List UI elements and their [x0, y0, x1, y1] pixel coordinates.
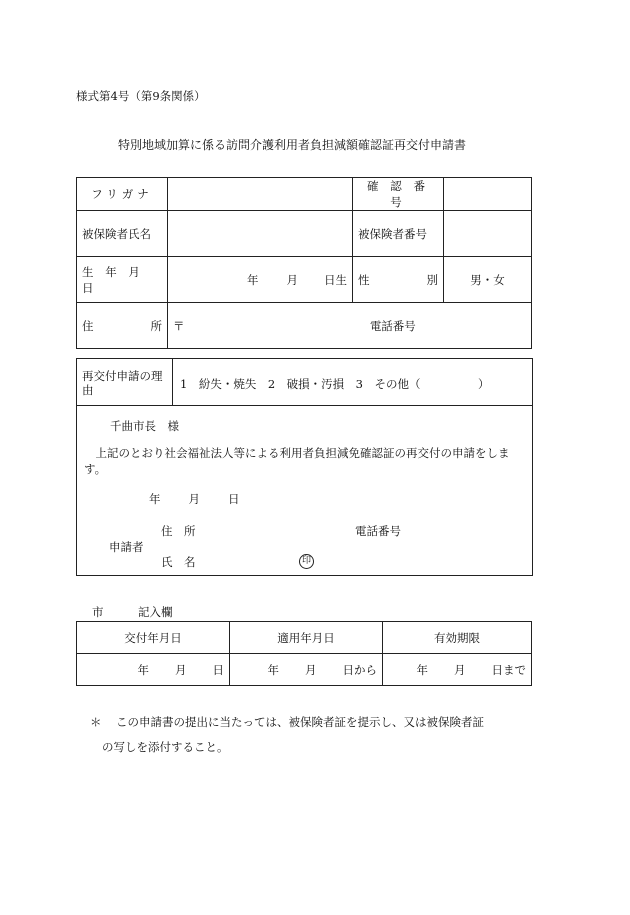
insured-name-label: 被保険者氏名 [77, 211, 168, 257]
expiry-header: 有効期限 [383, 622, 532, 654]
applicant-table [76, 177, 532, 349]
postal-mark: 〒 [173, 318, 185, 333]
form-number: 様式第4号（第9条関係） [76, 89, 206, 103]
addressee: 千曲市長 様 [110, 419, 179, 433]
apply-date-header: 適用年月日 [230, 622, 383, 654]
applicant-label: 申請者 [109, 540, 144, 554]
request-date[interactable]: 年 月 日 [149, 492, 240, 506]
reason-options[interactable]: 1 紛失・焼失 2 破損・汚損 3 その他（ ） [180, 377, 490, 391]
phone-label: 電話番号 [369, 318, 416, 333]
sex-label: 性 別 [353, 257, 444, 303]
apply-date-field[interactable]: 年 月 日から [230, 654, 383, 686]
confirmation-number-label: 確 認 番 号 [353, 178, 444, 211]
birthdate-label: 生 年 月 日 [77, 257, 168, 303]
issue-date-field[interactable]: 年 月 日 [77, 654, 230, 686]
note-line-1: この申請書の提出に当たっては、被保険者証を提示し、又は被保険者証 [116, 715, 484, 729]
applicant-address-label: 住 所 [161, 524, 196, 538]
confirmation-number-field[interactable] [444, 178, 532, 211]
seal-mark: 印 [299, 552, 314, 569]
furigana-field[interactable] [168, 178, 353, 211]
furigana-label: フリガナ [77, 178, 168, 211]
request-box [76, 358, 533, 576]
note-mark: ＊ [90, 715, 102, 729]
insured-number-field[interactable] [444, 211, 532, 257]
birthdate-field[interactable]: 年 月 日生 [168, 257, 353, 303]
note-line-2: の写しを添付すること。 [102, 740, 229, 754]
request-statement: 上記のとおり社会福祉法人等による利用者負担減免確認証の再交付の申請をします。 [84, 446, 510, 476]
applicant-phone-label: 電話番号 [355, 524, 401, 538]
address-label: 住 所 [77, 303, 168, 349]
sex-field[interactable]: 男・女 [444, 257, 532, 303]
city-table [76, 621, 532, 686]
form-title: 特別地域加算に係る訪問介護利用者負担減額確認証再交付申請書 [118, 138, 467, 152]
insured-name-field[interactable] [168, 211, 353, 257]
city-section-label: 市 記入欄 [92, 605, 173, 619]
expiry-field[interactable]: 年 月 日まで [383, 654, 532, 686]
issue-date-header: 交付年月日 [77, 622, 230, 654]
reason-label: 再交付申請の理由 [82, 369, 163, 397]
address-field[interactable] [168, 303, 532, 349]
applicant-name-label: 氏 名 [161, 555, 196, 569]
insured-number-label: 被保険者番号 [353, 211, 444, 257]
